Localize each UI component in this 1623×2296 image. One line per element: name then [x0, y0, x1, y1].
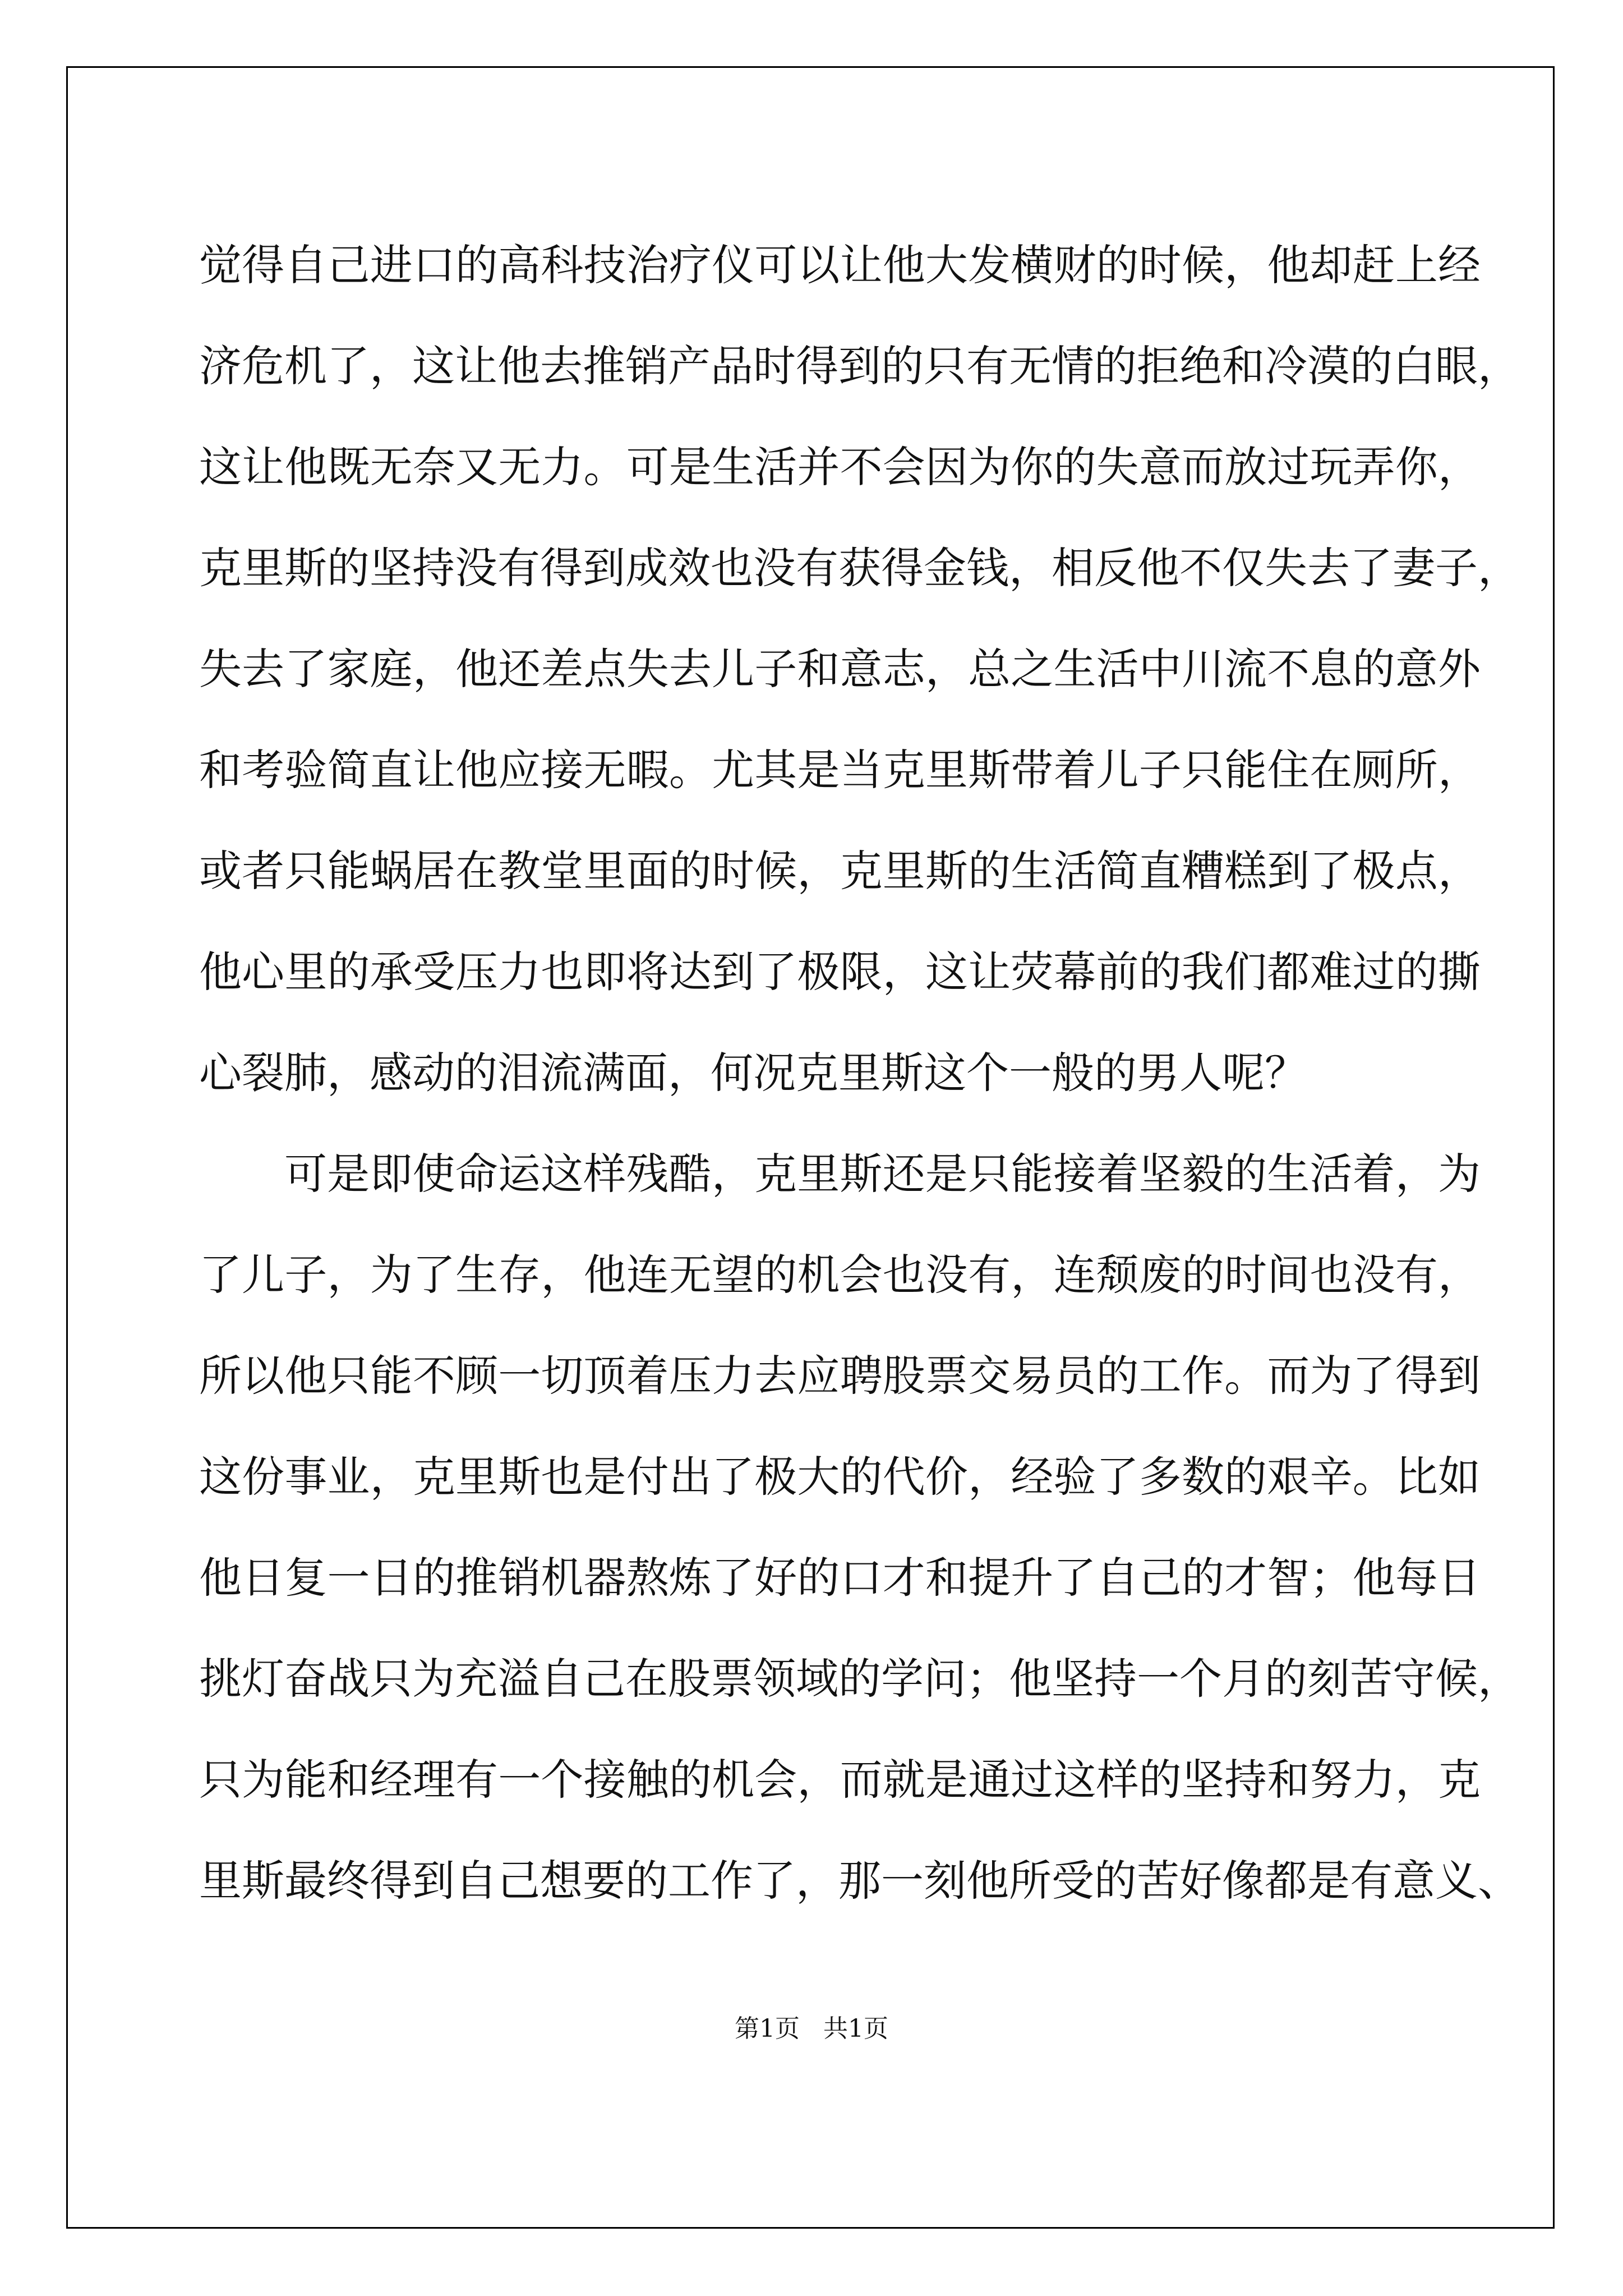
text-line: 他心里的承受压力也即将达到了极限，这让荧幕前的我们都难过的撕 — [199, 947, 1481, 997]
page-footer: 第1页 共1页 — [735, 2014, 888, 2043]
text-line: 他日复一日的推销机器熬炼了好的口才和提升了自己的才智；他每日 — [199, 1553, 1481, 1603]
text-line: 这份事业，克里斯也是付出了极大的代价，经验了多数的艰辛。比如 — [199, 1452, 1481, 1502]
text-line: 克里斯的坚持没有得到成效也没有获得金钱，相反他不仅失去了妻子， — [199, 543, 1520, 593]
text-line: 里斯最终得到自己想要的工作了，那一刻他所受的苦好像都是有意义、 — [199, 1856, 1520, 1906]
document-body — [199, 215, 1520, 1931]
paragraph-start-line: 可是即使命运这样残酷，克里斯还是只能接着坚毅的生活着，为 — [284, 1149, 1481, 1199]
text-line: 觉得自己进口的高科技治疗仪可以让他大发横财的时候，他却赶上经 — [199, 240, 1481, 290]
text-line: 这让他既无奈又无力。可是生活并不会因为你的失意而放过玩弄你， — [199, 442, 1481, 492]
text-line: 和考验简直让他应接无暇。尤其是当克里斯带着儿子只能住在厕所， — [199, 745, 1481, 795]
text-line: 或者只能蜗居在教堂里面的时候，克里斯的生活简直糟糕到了极点， — [199, 846, 1481, 896]
text-line: 挑灯奋战只为充溢自己在股票领域的学问；他坚持一个月的刻苦守候， — [199, 1654, 1520, 1704]
text-line: 心裂肺，感动的泪流满面，何况克里斯这个一般的男人呢？ — [199, 1048, 1307, 1098]
text-line: 济危机了，这让他去推销产品时得到的只有无情的拒绝和冷漠的白眼， — [199, 341, 1520, 391]
text-line: 了儿子，为了生存，他连无望的机会也没有，连颓废的时间也没有， — [199, 1250, 1481, 1300]
text-line: 失去了家庭，他还差点失去儿子和意志，总之生活中川流不息的意外 — [199, 644, 1481, 694]
text-line: 所以他只能不顾一切顶着压力去应聘股票交易员的工作。而为了得到 — [199, 1351, 1481, 1401]
text-line: 只为能和经理有一个接触的机会，而就是通过这样的坚持和努力，克 — [199, 1755, 1481, 1805]
